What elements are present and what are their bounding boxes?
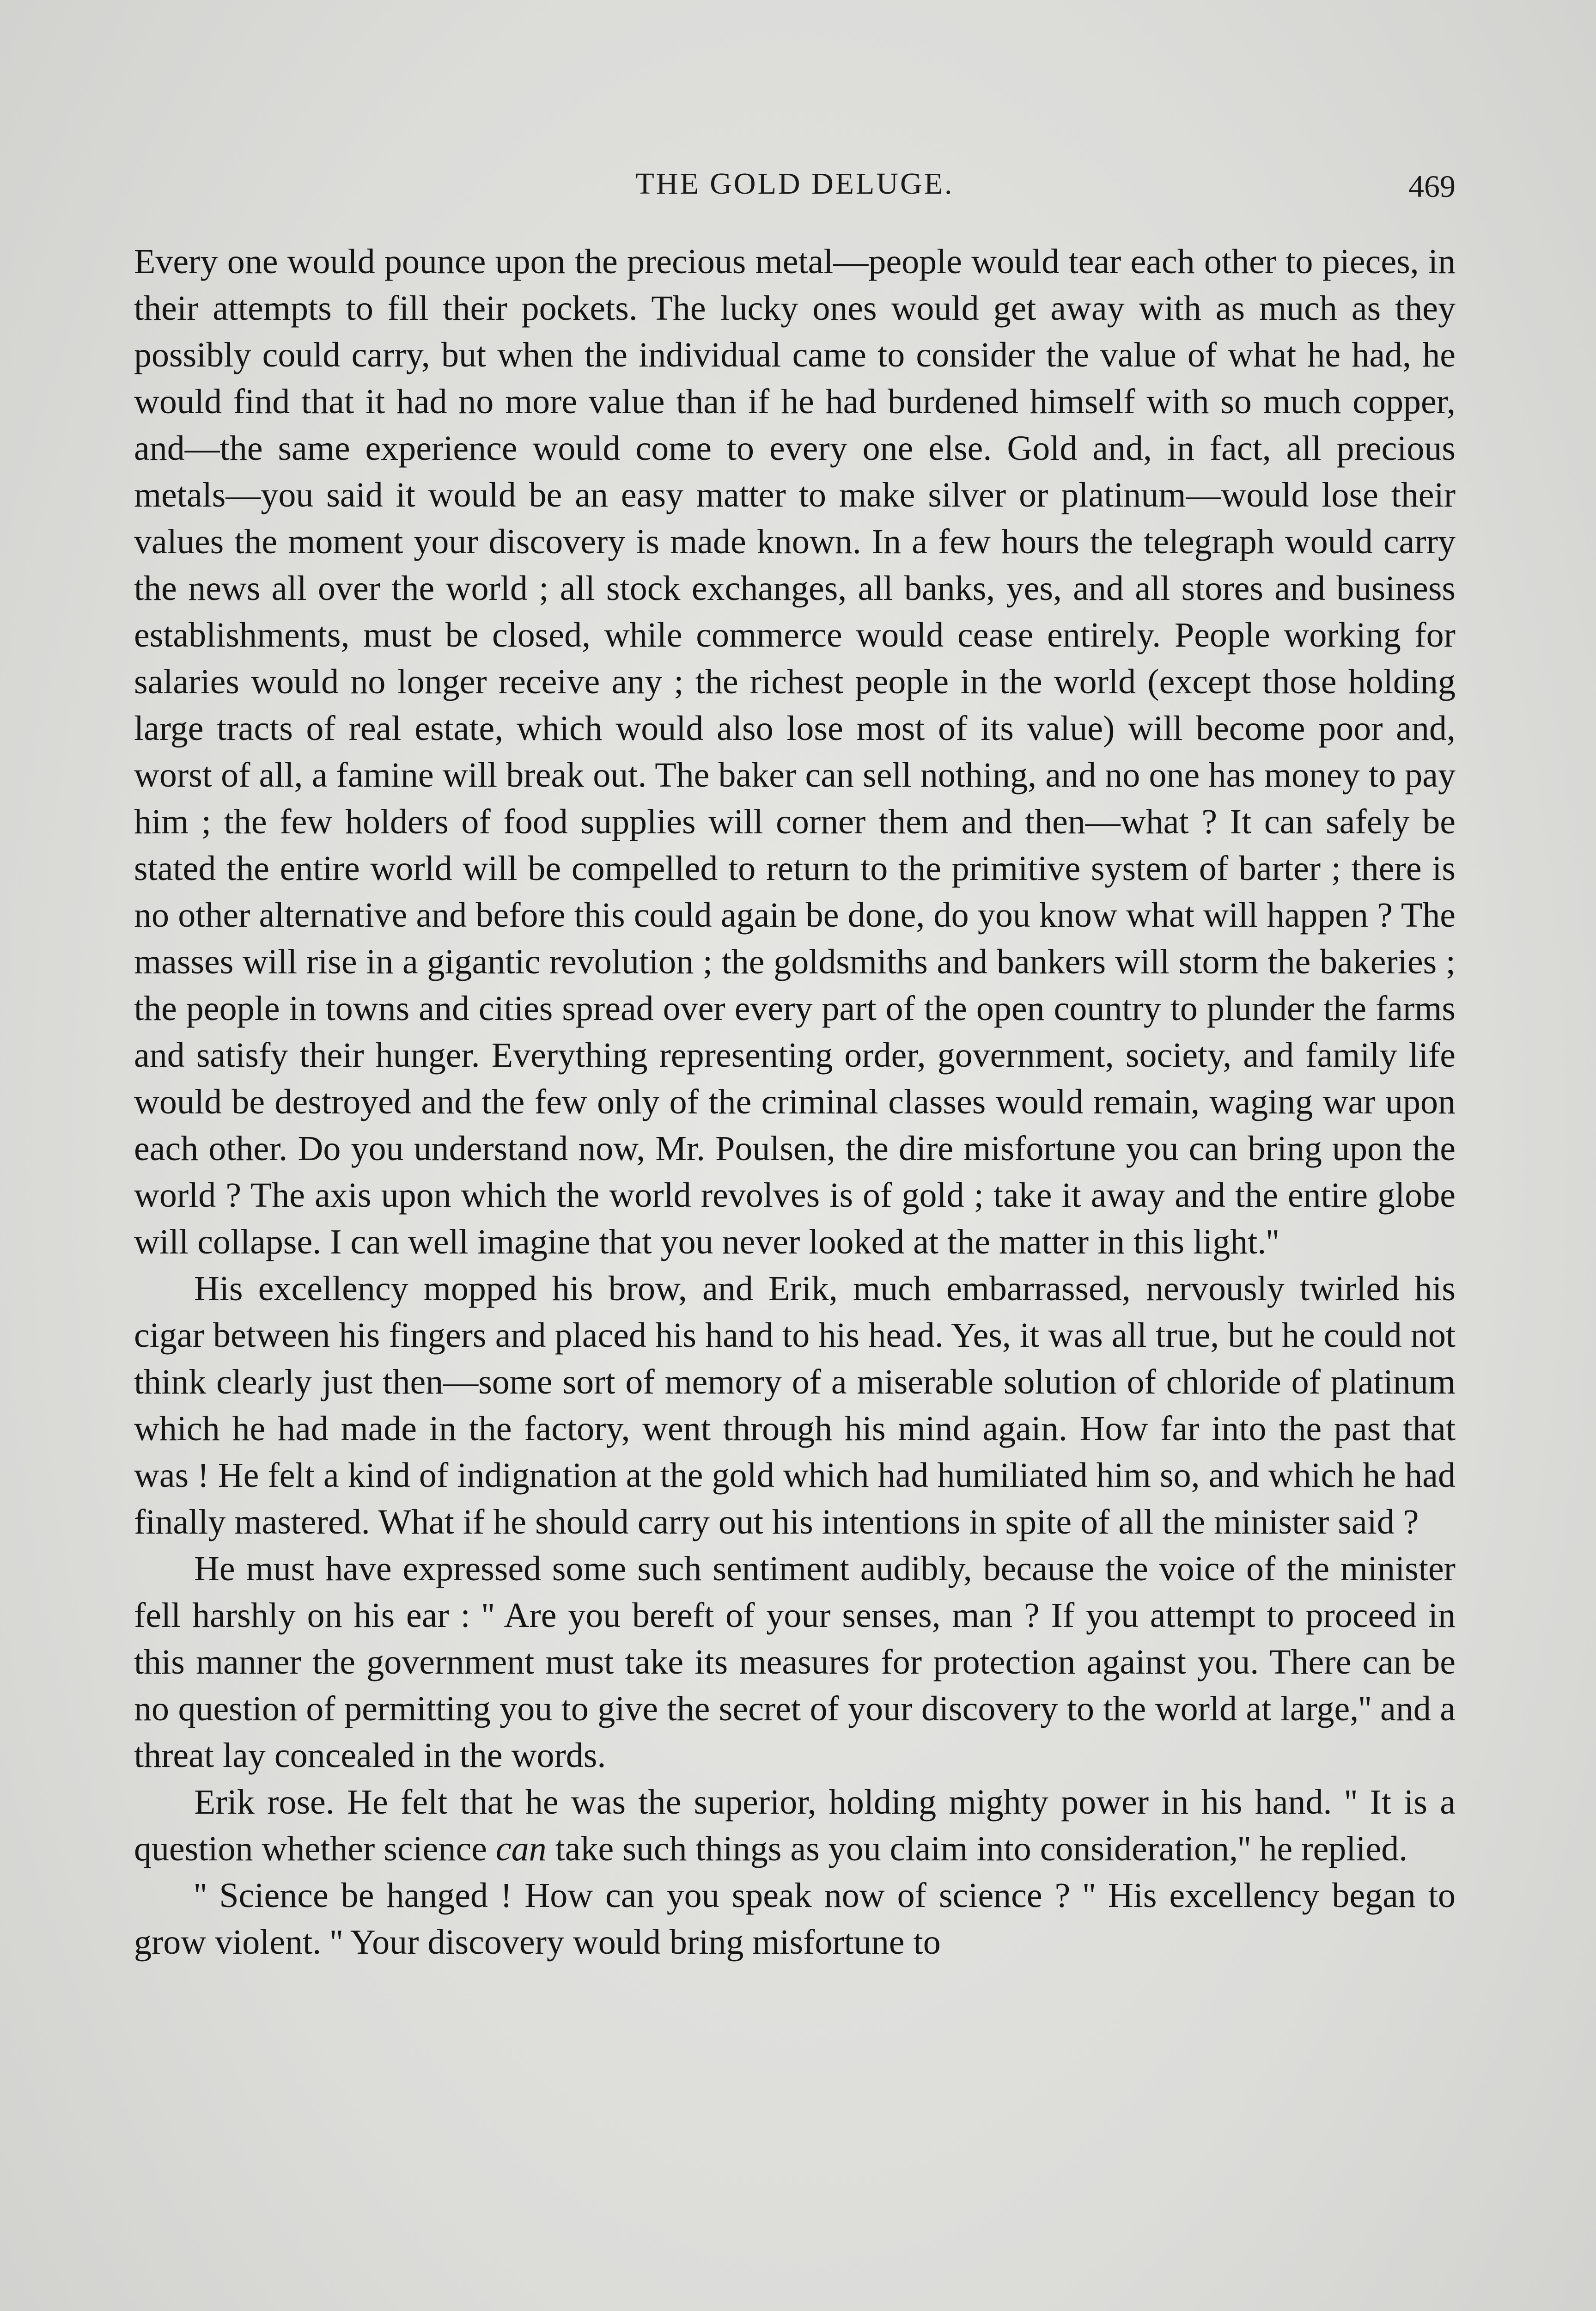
running-title: THE GOLD DELUGE. (635, 167, 954, 201)
page-number: 469 (1408, 169, 1456, 204)
page-header (134, 166, 1456, 217)
body-text (134, 238, 1456, 1966)
paragraph-1: Every one would pounce upon the precious metal—people would tear each other to pieces, in their attempts to fill their pockets. The lucky ones would get away with as much as they possibly could carry, but when the individual came to consider the value of what he had, he would find that it had no more value than if he had burdened himself with so much copper, and—the same experience would come to every one else. Gold and, in fact, all precious metals—you said it would be an easy matter to make silver or platinum—would lose their values the moment your discovery is made known. In a few hours the telegraph would carry the news all over the world ; all stock exchanges, all banks, yes, and all stores and business establishments, must be closed, while commerce would cease entirely. People working for salaries would no longer receive any ; the richest people in the world (except those holding large tracts of real estate, which would also lose most of its value) will become poor and, worst of all, a famine will break out. The baker can sell nothing, and no one has money to pay him ; the few holders of food supplies will corner them and then—what ? It can safely be stated the entire world will be compelled to return to the primitive system of barter ; there is no other alternative and before this could again be done, do you know what will happen ? The masses will rise in a gigantic revolution ; the goldsmiths and bankers will storm the bakeries ; the people in towns and cities spread over every part of the open country to plunder the farms and satisfy their hunger. Everything representing order, government, society, and family life would be destroyed and the few only of the criminal classes would remain, waging war upon each other. Do you understand now, Mr. Poulsen, the dire misfortune you can bring upon the world ? The axis upon which the world revolves is of gold ; take it away and the entire globe will collapse. I can well imagine that you never looked at the matter in this light.'' (134, 242, 1456, 1261)
paragraph-5: '' Science be hanged ! How can you speak now of science ? '' His excellency began to grow violent. '' Your discovery would bring misfortune to (134, 1876, 1456, 1962)
paragraph-4 (134, 1779, 1456, 1872)
paragraph-4-italic: can (495, 1829, 547, 1868)
paragraph-2: His excellency mopped his brow, and Erik, much embarrassed, nervously twirled his cigar between his fingers and placed his hand to his head. Yes, it was all true, but he could not think clearly just then—some sort of memory of a miserable solution of chloride of platinum which he had made in the factory, went through his mind again. How far into the past that was ! He felt a kind of indignation at the gold which had humiliated him so, and which he had finally mastered. What if he should carry out his intentions in spite of all the minister said ? (134, 1269, 1456, 1541)
paragraph-3: He must have expressed some such sentiment audibly, because the voice of the minister fell harshly on his ear : '' Are you bereft of your senses, man ? If you attempt to proceed in this manner the government must take its measures for protection against you. There can be no question of permitting you to give the secret of your discovery to the world at large,'' and a threat lay concealed in the words. (134, 1549, 1456, 1775)
paragraph-4-text-a: Erik rose. He felt that he was the superior, holding mighty power in his hand. '' It is a question whether science (134, 1783, 1456, 1868)
paragraph-4-text-b: take such things as you claim into consideration,'' he replied. (546, 1829, 1408, 1868)
